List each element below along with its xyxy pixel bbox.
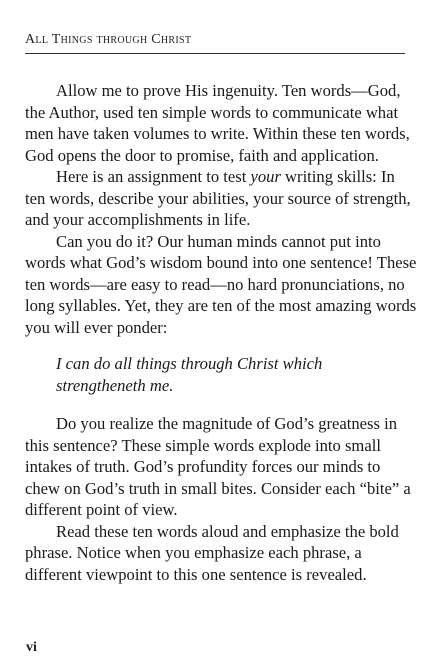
scripture-quote: I can do all things through Christ which strengtheneth me. — [56, 354, 323, 395]
paragraph-1: Allow me to prove His ingenuity. Ten words—God, the Author, used ten simple words to communicate what men have taken volumes to write. Within these ten words, God opens the door to promise, faith and application. — [25, 81, 410, 165]
paragraph-5: Read these ten words aloud and emphasize the bold phrase. Notice when you emphasize each phrase, a different viewpoint to this one sentence is revealed. — [25, 521, 399, 584]
paragraph-2 — [25, 166, 417, 231]
paragraph-2-end: writing skills: In ten words, describe your abilities, your source of strength, and your accomplishments in life. — [25, 167, 411, 229]
emphasized-word: your — [250, 167, 281, 186]
running-head-title: All Things through Christ — [25, 32, 192, 47]
paragraph-2-start: Here is an assignment to test — [56, 167, 251, 186]
header-rule — [25, 53, 405, 54]
paragraph-3: Can you do it? Our human minds cannot put into words what God’s wisdom bound into one sentence! These ten words—are easy to read—no hard pronunciations, no long syllables. Yet, they are ten of the most amazing words you will ever ponder: — [25, 231, 417, 337]
page-number: vi — [26, 640, 37, 655]
body-text — [25, 80, 417, 585]
paragraph-4: Do you realize the magnitude of God’s greatness in this sentence? These simple words explode into small intakes of truth. God’s profundity forces our minds to chew on God’s truth in small bites. Consider each “bite” a different point of view. — [25, 414, 411, 519]
